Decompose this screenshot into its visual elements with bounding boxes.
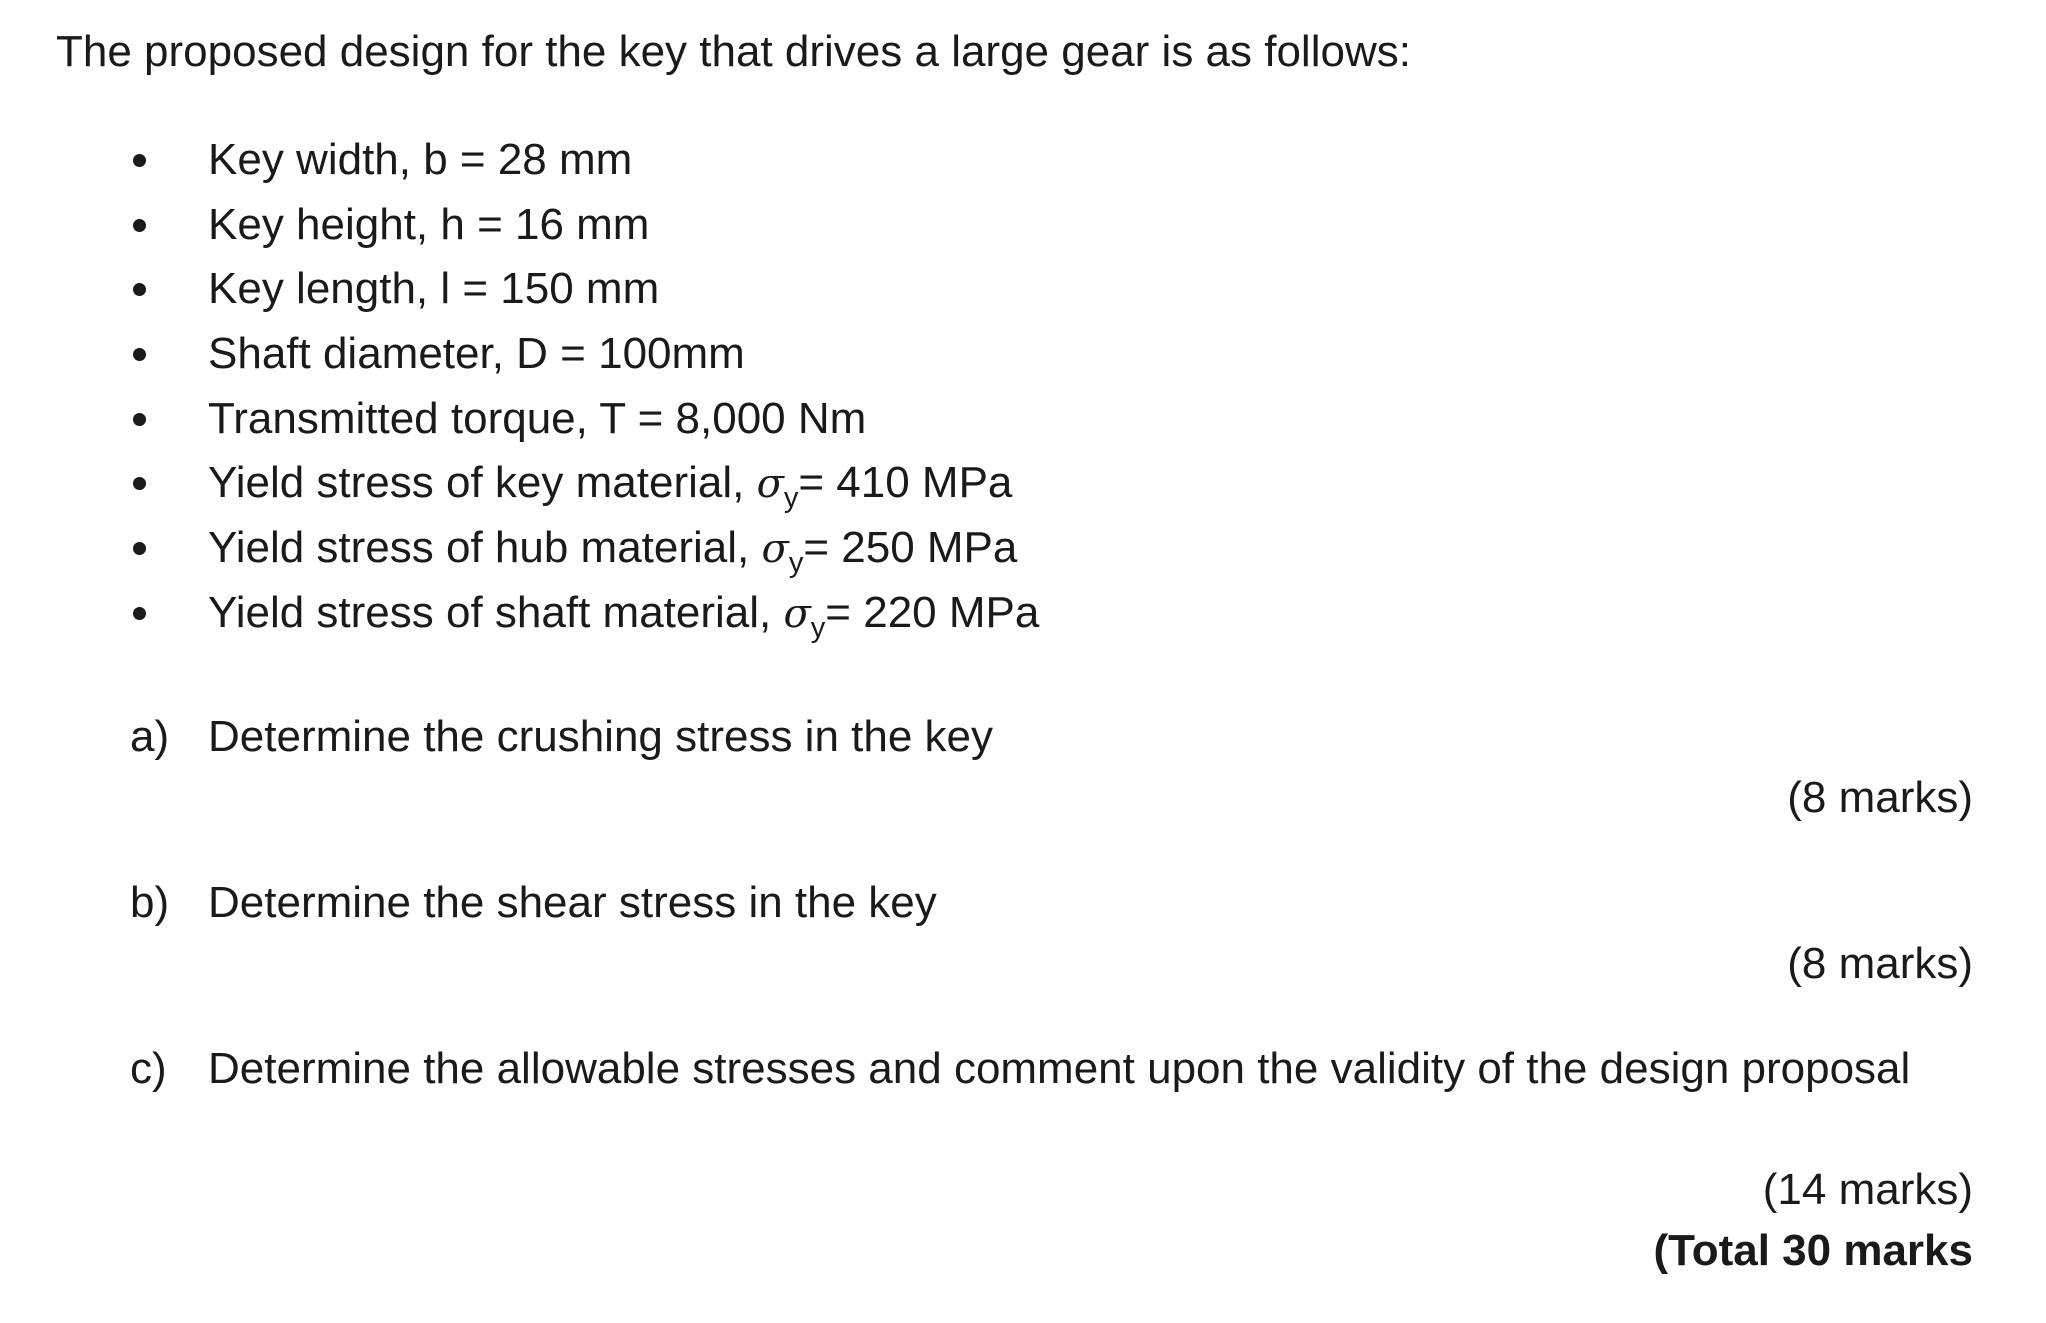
bullet-point-icon [133, 348, 146, 361]
sigma-symbol: σ [761, 526, 789, 573]
bullet-point-icon [133, 607, 146, 620]
bullet-point-icon [133, 219, 146, 232]
sigma-subscript: y [810, 611, 826, 644]
question-text: Determine the allowable stresses and comment upon the validity of the design proposal [208, 1044, 1911, 1093]
question-b-marks: (8 marks) [1787, 939, 1973, 988]
question-text: Determine the shear stress in the key [208, 878, 937, 927]
parameter-value: = 220 MPa [825, 587, 1040, 637]
key-yield-stress-parameter [208, 451, 1012, 521]
transmitted-torque-parameter: Transmitted torque, T = 8,000 Nm [208, 393, 867, 443]
sigma-subscript: y [783, 482, 799, 515]
bullet-point-icon [133, 413, 146, 426]
bullet-point-icon [133, 542, 146, 555]
intro-sentence: The proposed design for the key that drives a large gear is as follows: [56, 27, 1411, 76]
question-letter: a) [130, 712, 170, 761]
key-length-parameter: Key length, l = 150 mm [208, 264, 660, 314]
sigma-subscript: y [788, 547, 804, 580]
parameter-label: Yield stress of key material, [208, 458, 757, 508]
question-c-marks: (14 marks) [1762, 1165, 1973, 1214]
parameter-value: = 250 MPa [803, 523, 1018, 573]
key-width-parameter: Key width, b = 28 mm [208, 135, 633, 184]
shaft-yield-stress-parameter [208, 581, 1039, 651]
question-letter: c) [130, 1044, 167, 1093]
key-height-parameter: Key height, h = 16 mm [208, 199, 650, 249]
parameter-label: Yield stress of hub material, [208, 523, 762, 573]
bullet-point-icon [133, 283, 146, 296]
total-marks: (Total 30 marks [1653, 1226, 1973, 1275]
question-letter: b) [130, 878, 170, 927]
parameter-label: Yield stress of shaft material, [208, 587, 784, 637]
sigma-symbol: σ [783, 590, 811, 637]
hub-yield-stress-parameter [208, 516, 1017, 586]
parameter-value: = 410 MPa [798, 458, 1013, 508]
question-text: Determine the crushing stress in the key [208, 712, 994, 761]
shaft-diameter-parameter: Shaft diameter, D = 100mm [208, 329, 745, 379]
sigma-symbol: σ [756, 461, 784, 508]
bullet-point-icon [133, 154, 146, 167]
bullet-point-icon [133, 477, 146, 490]
question-a-marks: (8 marks) [1787, 773, 1973, 822]
